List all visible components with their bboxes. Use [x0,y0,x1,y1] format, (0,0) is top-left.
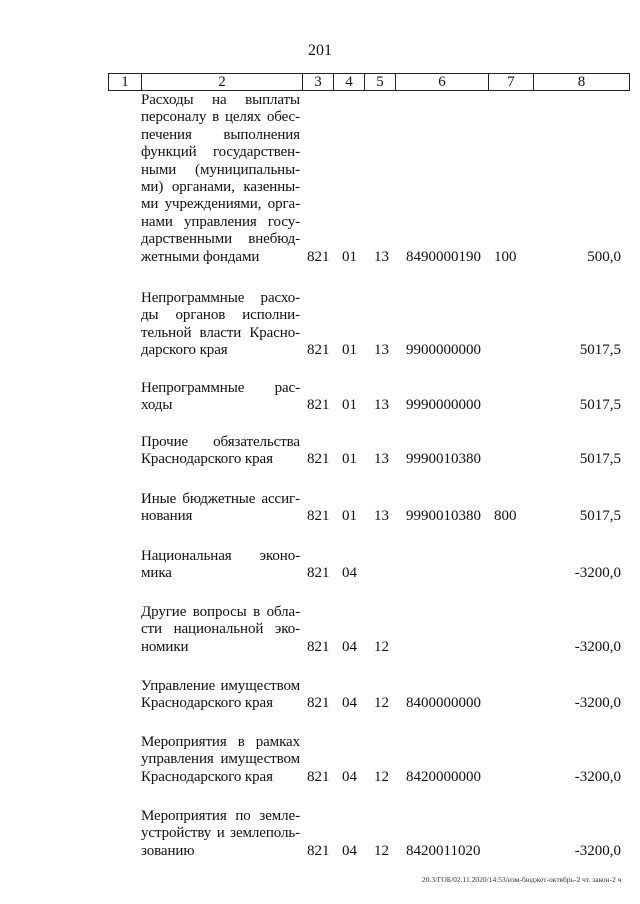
cell-c3: 821 [307,451,330,468]
cell-c4: 04 [342,638,357,655]
description-line: управления имуществом [141,751,300,768]
cell-c5: 12 [374,768,389,785]
cell-c6: 8420000000 [406,768,481,785]
page-number: 201 [308,42,332,59]
header-col-5: 5 [365,74,396,90]
cell-c6: 9990010380 [406,508,481,525]
cell-c8: 5017,5 [579,508,621,525]
footer-text: 20.3/ГОБ/02.11.2020/14:53/изм-бюджет-октябрь-2 чт. закон-2 ч [422,875,622,884]
row-description [141,604,300,656]
cell-c5: 13 [374,508,389,525]
cell-c8: 5017,5 [579,397,621,414]
description-line: печения выполнения [141,126,300,143]
description-line: ми) органами, казенны- [141,179,300,196]
cell-c8: -3200,0 [574,638,621,655]
cell-c8: 500,0 [587,248,621,265]
row-description [141,380,300,415]
cell-c3: 821 [307,508,330,525]
cell-c4: 01 [342,508,357,525]
description-line: Краснодарского края [141,695,273,712]
header-col-4: 4 [334,74,365,90]
description-line: Непрограммные рас- [141,380,300,396]
cell-c4: 04 [342,768,357,785]
description-line: жетными фондами [141,248,260,265]
row-description [141,808,300,860]
cell-c6: 8400000000 [406,695,481,712]
description-line: персоналу в целях обес- [141,109,300,126]
description-line: тельной власти Красно- [141,324,300,341]
cell-c4: 01 [342,342,357,359]
cell-c6: 9900000000 [406,342,481,359]
description-line: ды органов исполни- [141,307,300,324]
row-description [141,92,300,266]
header-col-6: 6 [396,74,489,90]
header-col-1: 1 [109,74,142,90]
description-line: ми учреждениями, орга- [141,196,300,213]
cell-c6: 9990000000 [406,397,481,414]
cell-c8: -3200,0 [574,842,621,859]
description-line: нами управления госу- [141,213,300,230]
cell-c5: 13 [374,451,389,468]
cell-c4: 01 [342,451,357,468]
cell-c4: 01 [342,397,357,414]
row-description [141,290,300,360]
description-line: Национальная эконо- [141,548,300,564]
cell-c5: 13 [374,342,389,359]
cell-c5: 13 [374,248,389,265]
cell-c8: -3200,0 [574,695,621,712]
cell-c3: 821 [307,842,330,859]
description-line: Краснодарского края [141,451,273,468]
header-col-2: 2 [142,74,303,90]
row-description [141,434,300,469]
description-line: номики [141,638,189,655]
cell-c3: 821 [307,397,330,414]
description-line: ными (муниципальны- [141,161,300,178]
cell-c5: 12 [374,695,389,712]
description-line: сти национальной эко- [141,621,300,638]
row-description [141,548,300,583]
description-line: функций государствен- [141,144,300,161]
cell-c7: 800 [494,508,517,525]
cell-c3: 821 [307,768,330,785]
description-line: Непрограммные расхо- [141,290,300,306]
row-description [141,491,300,526]
cell-c6: 8420011020 [406,842,481,859]
description-line: Иные бюджетные ассиг- [141,491,300,507]
description-line: устройству и землеполь- [141,825,300,842]
description-line: дарского края [141,342,228,359]
row-description [141,678,300,713]
description-line: нования [141,508,193,525]
header-col-8: 8 [577,74,586,90]
header-col-3: 3 [303,74,334,90]
cell-c3: 821 [307,695,330,712]
description-line: Мероприятия в рамках [141,734,300,750]
description-line: Расходы на выплаты [141,92,300,108]
description-line: Краснодарского края [141,768,273,785]
cell-c3: 821 [307,565,330,582]
cell-c8: 5017,5 [579,451,621,468]
description-line: Прочие обязательства [141,434,300,450]
cell-c4: 01 [342,248,357,265]
cell-c4: 04 [342,565,357,582]
cell-c5: 13 [374,397,389,414]
row-description [141,734,300,786]
description-line: Другие вопросы в обла- [141,604,300,620]
description-line: ходы [141,397,173,414]
header-col-7: 7 [489,74,534,90]
table-header [108,73,630,91]
cell-c8: -3200,0 [574,768,621,785]
cell-c5: 12 [374,842,389,859]
description-line: Мероприятия по земле- [141,808,300,824]
cell-c3: 821 [307,638,330,655]
cell-c4: 04 [342,842,357,859]
description-line: дарственными внебюд- [141,231,300,248]
description-line: Управление имуществом [141,678,300,694]
cell-c7: 100 [494,248,517,265]
description-line: мика [141,565,172,582]
cell-c8: -3200,0 [574,565,621,582]
cell-c3: 821 [307,248,330,265]
cell-c8: 5017,5 [579,342,621,359]
cell-c6: 8490000190 [406,248,481,265]
cell-c4: 04 [342,695,357,712]
cell-c3: 821 [307,342,330,359]
cell-c6: 9990010380 [406,451,481,468]
description-line: зованию [141,842,195,859]
cell-c5: 12 [374,638,389,655]
